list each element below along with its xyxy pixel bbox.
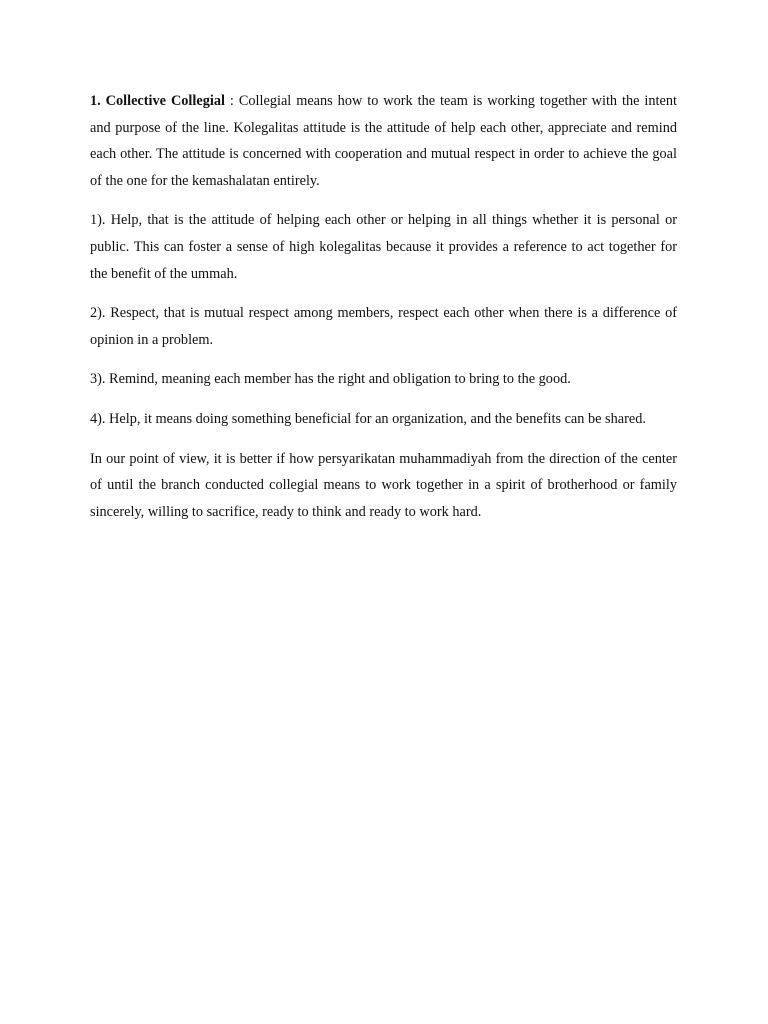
- list-item-help: 1). Help, that is the attitude of helping each other or helping in all things whether it is personal or public. This can foster a sense of high kolegalitas because it provides a reference to act together for the benefit of the ummah.: [90, 212, 677, 282]
- intro-paragraph: [90, 88, 677, 194]
- list-item-respect: 2). Respect, that is mutual respect among members, respect each other when there is a difference of opinion in a problem.: [90, 305, 677, 348]
- section-heading: 1. Collective Collegial: [90, 93, 225, 109]
- heading-separator: :: [224, 93, 239, 109]
- list-item-help-benefit: 4). Help, it means doing something beneficial for an organization, and the benefits can be shared.: [90, 410, 646, 427]
- document-page: [90, 88, 677, 538]
- list-item-remind: 3). Remind, meaning each member has the right and obligation to bring to the good.: [90, 371, 571, 388]
- conclusion-paragraph: In our point of view, it is better if how persyarikatan muhammadiyah from the direction of the center of until the branch conducted collegial means to work together in a spirit of brotherhood or family sincerely, willing to sacrifice, ready to think and ready to work hard.: [90, 450, 677, 520]
- intro-text: Collegial means how to work the team is working together with the intent and purpose of the line. Kolegalitas attitude is the attitude of help each other, appreciate and remind each other. The attitude is concerned with cooperation and mutual respect in order to achieve the goal of the one for the kemashalatan entirely.: [90, 93, 677, 189]
